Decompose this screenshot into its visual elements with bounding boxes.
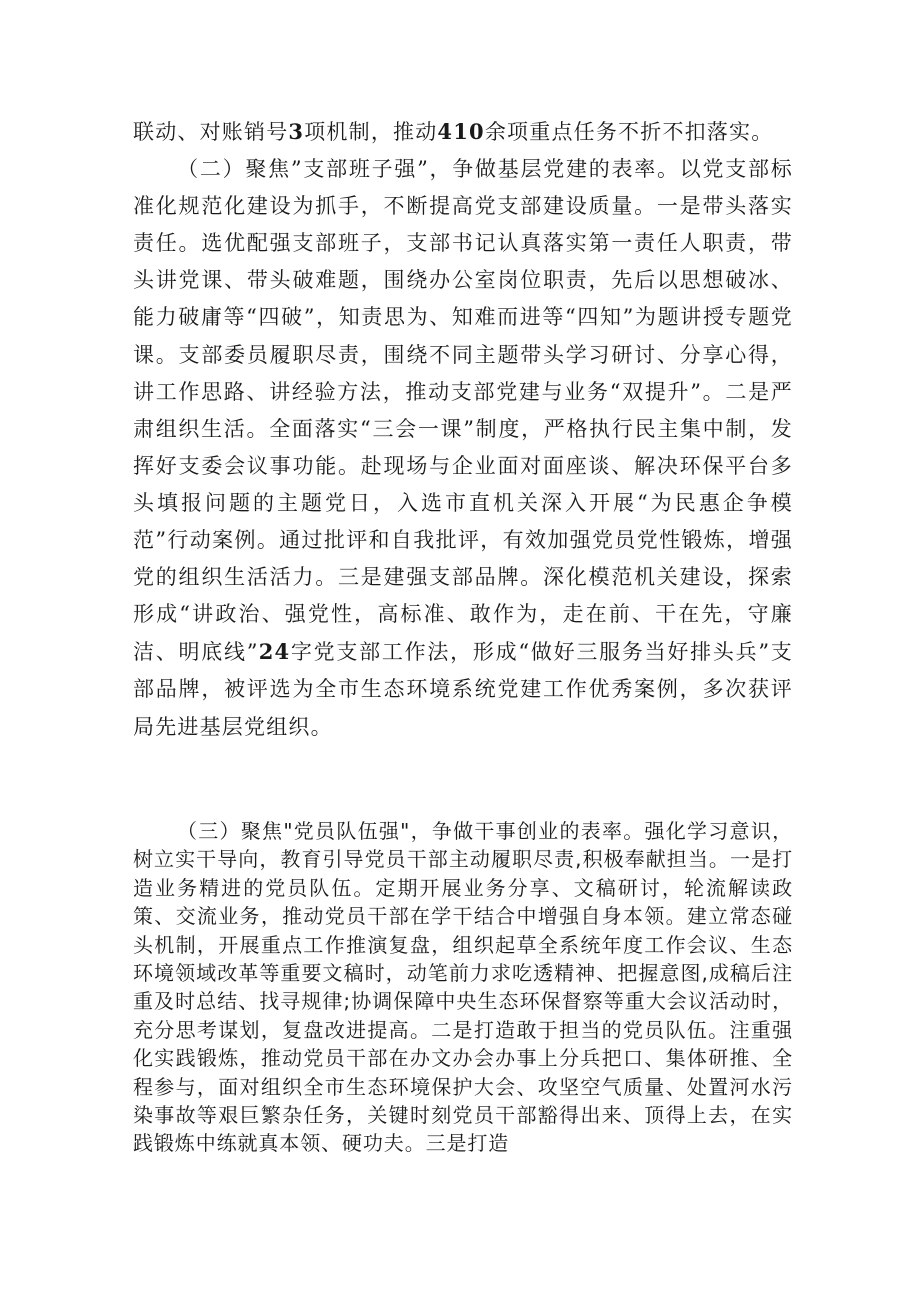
paragraph-section-one-tail xyxy=(133,113,793,151)
paragraph-section-three: （三）聚焦"党员队伍强"，争做干事创业的表率。强化学习意识，树立实干导向，教育引导党员干部主动履职尽责,积极奉献担当。一是打造业务精进的党员队伍。定期开展业务分享、文稿研讨，轮流解读政策、交流业务，推动党员干部在学干结合中增强自身本领。建立常态碰头机制，开展重点工作推演复盘，组织起草全系统年度工作会议、生态环境领域改革等重要文稿时，动笔前力求吃透精神、把握意图,成稿后注重及时总结、找寻规律;协调保障中央生态环保督察等重大会议活动时，充分思考谋划，复盘改进提高。二是打造敢于担当的党员队伍。注重强化实践锻炼，推动党员干部在办文办会办事上分兵把口、集体研推、全程参与，面对组织全市生态环境保护大会、攻坚空气质量、处置河水污染事故等艰巨繁杂任务，关键时刻党员干部豁得出来、顶得上去，在实践锻炼中练就真本领、硬功夫。三是打造 xyxy=(133,819,793,1156)
body-text-sans xyxy=(133,817,793,1158)
paragraph-section-two xyxy=(133,151,793,746)
body-text-serif xyxy=(133,113,793,746)
text-segment: 字党支部工作法，形成“做好三服务当好排头兵”支部品牌，被评选为全市生态环境系统党建工作优秀案例，多次获评局先进基层党组织。 xyxy=(133,640,793,739)
number-text: 24 xyxy=(258,639,291,665)
text-segment: 余项重点任务不折不扣落实。 xyxy=(484,120,774,144)
text-segment: 项机制，推动 xyxy=(304,120,438,144)
text-segment: 联动、对账销号 xyxy=(133,120,289,144)
number-text: 410 xyxy=(437,119,485,144)
text-segment: （二）聚焦”支部班子强”，争做基层党建的表率。以党支部标准化规范化建设为抓手，不断提高党支部建设质量。一是带头落实责任。选优配强支部班子，支部书记认真落实第一责任人职责，带头讲党课、带头破难题，围绕办公室岗位职责，先后以思想破冰、能力破庸等“四破”，知责思为、知难而进等“四知”为题讲授专题党课。支部委员履职尽责，围绕不同主题带头学习研讨、分享心得，讲工作思路、讲经验方法，推动支部党建与业务“双提升”。二是严肃组织生活。全面落实“三会一课”制度，严格执行民主集中制，发挥好支委会议事功能。赴现场与企业面对面座谈、解决环保平台多头填报问题的主题党日，入选市直机关深入开展“为民惠企争模范”行动案例。通过批评和自我批评，有效加强党员党性锻炼，增强党的组织生活活力。三是建强支部品牌。深化模范机关建设，探索形成“讲政治、强党性，高标准、敢作为，走在前、干在先，守廉洁、明底线” xyxy=(133,157,793,665)
number-text: 3 xyxy=(288,119,305,144)
